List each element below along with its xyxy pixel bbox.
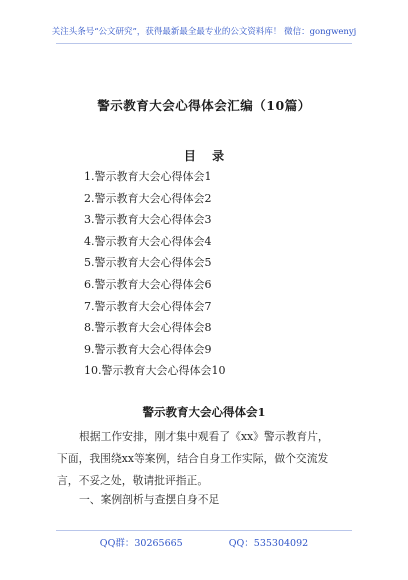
body-paragraph [57, 426, 353, 492]
paragraph-line: 言，不妥之处，敬请批评指正。 [57, 474, 209, 487]
paragraph-line: 一、案例剖析与查摆自身不足 [79, 493, 220, 506]
toc-item: 1.警示教育大会心得体会1 [84, 170, 212, 183]
toc-item: 3.警示教育大会心得体会3 [84, 213, 212, 227]
toc-item: 10.警示教育大会心得体会10 [84, 364, 226, 378]
toc-item: 9.警示教育大会心得体会9 [84, 342, 212, 356]
table-of-contents [84, 166, 226, 382]
toc-item: 6.警示教育大会心得体会6 [84, 277, 212, 291]
body-paragraph [57, 489, 353, 511]
section-title: 警示教育大会心得体会1 [142, 405, 266, 419]
footer-divider [56, 530, 352, 531]
paragraph-line: 下面，我围绕xx等案例，结合自身工作实际，做个交流发 [57, 452, 329, 465]
header-divider [56, 43, 352, 44]
header-promo-note: 关注头条号“公文研究”，获得最新最全最专业的公文资料库！ 微信：gongwenyj [51, 27, 357, 37]
footer-contact [0, 535, 408, 549]
toc-item: 2.警示教育大会心得体会2 [84, 191, 212, 205]
toc-item: 5.警示教育大会心得体会5 [84, 256, 212, 270]
footer-qq-number: QQ：535304092 [228, 538, 309, 549]
toc-item: 7.警示教育大会心得体会7 [84, 299, 212, 313]
toc-heading: 目 录 [183, 149, 231, 163]
toc-item: 4.警示教育大会心得体会4 [84, 234, 212, 248]
document-title: 警示教育大会心得体会汇编（10篇） [97, 98, 311, 113]
footer-qq-group: QQ群：30265665 [99, 538, 183, 549]
paragraph-line: 根据工作安排，刚才集中观看了《xx》警示教育片， [79, 430, 329, 443]
toc-item: 8.警示教育大会心得体会8 [84, 321, 212, 335]
